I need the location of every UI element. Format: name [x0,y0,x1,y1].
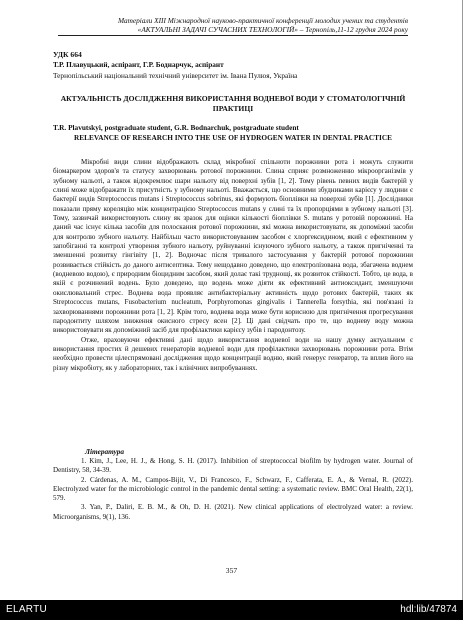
header-line-2: «АКТУАЛЬНІ ЗАДАЧІ СУЧАСНИХ ТЕХНОЛОГІЙ» – Тернопіль,11-12 грудня 2024 року [58,25,408,36]
references-heading: Література [85,447,125,456]
references-list [53,457,413,522]
reference-item: 1. Kim, J., Lee, H. J., & Hong, S. H. (2017). Inhibition of streptococcal biofilm by hydrogen water. Journal of Dentistry, 58, 34-39. [53,457,413,475]
authors-english: T.R. Plavutskyi, postgraduate student, G.R. Bodnarchuk, postgraduate student [53,123,299,132]
repository-label: ELARTU [6,604,48,615]
header-line-1: Матеріали XIII Міжнародної науково-практичної конференції молодих учених та студентів [118,16,408,25]
article-body [53,158,413,373]
page-number: 357 [225,566,238,575]
authors-ukrainian: Т.Р. Плавуцький, аспірант, Г.Р. Боднарчук, аспірант [53,60,224,69]
conference-header [58,16,408,36]
affiliation: Тернопільський національний технічний університет ім. Івана Пулюя, Україна [53,71,298,80]
handle-identifier: hdl:lib/47874 [400,604,457,615]
title-english: RELEVANCE OF RESEARCH INTO THE USE OF HYDROGEN WATER IN DENTAL PRACTICE [74,133,392,142]
title-ukrainian: АКТУАЛЬНІСТЬ ДОСЛІДЖЕННЯ ВИКОРИСТАННЯ ВОДНЕВОЇ ВОДИ У СТОМАТОЛОГІЧНІЙ ПРАКТИЦІ [60,94,406,113]
reference-item: 2. Cárdenas, A. M., Campos-Bijit, V., Di Francesco, F., Schwarz, F., Cafferata, E. A., & Vernal, R. (2022). Electrolyzed water for the microbiologic control in the pandemic dental setting: a systematic review. BMC Oral Health, 22(1), 579. [53,475,413,503]
udk-code: УДК 664 [53,50,82,59]
body-paragraph-2: Отже, враховуючи ефективні дані щодо використання водневої води на нашу думку актуальним є використання простих й дешевих генераторів водневої води для профілактики захворювань порожнини рота. Втім необхідно провести цілеспрямовані дослідження щодо концентрації водню, який генерує генератор, та вплив його на різну мікробіоту, як у лабораторних, так і клінічних випробуваннях. [53,335,413,372]
reference-item: 3. Yan, P., Daliri, E. B. M., & Oh, D. H. (2021). New clinical applications of electrolyzed water: a review. Microorganisms, 9(1), 136. [53,503,413,521]
body-paragraph-1: Мікробні види слини відображають склад мікробної спільноти порожнини рота і можуть служити біомаркером здоров'я та статусу захворювань ротової порожнини. Слина сприяє розмноженню мікроорганізмів у зубному нальоті, а також відокремлює шари нальоту від поверхні зубів [1, 2]. Тому рівень певних видів бактерій у слині може відображати їх присутність у зубному нальоті. Вважається, що основними збудниками карієсу у людини є бактерії видів Streptococcus mutans і Streptococcus sobrinus, які формують біоплівки на поверхні зубів [1]. Дослідники показали пряму кореляцію між концентрацією Streptococcus mutans у слині та їх пропорціями в зубному нальоті [3]. Тому, зазвичай використовують слину як зразок для оцінки кількості біоплівки S. mutans у ротовій порожнині. На даний час існує кілька засобів для полоскання ротової порожнини, які можна використовувати, як допоміжні засоби для контролю зубного нальоту. Найбільш часто використовуваним засобом є хлоргексидином, який є ефективним у запобіганні та контролі утворення зубного нальоту, руйнуванні існуючого зубного нальоту, а також пригніченні та зменшенні розвитку гінгівіту [1, 2]. Водночас після тривалого застосування у бактерій ротової порожнини розвивається стійкість до даного антисептика. Тому нещодавно доведено, що електролізована вода, збагачена воднем (водневою водою), є природним біоцидним засобом, який долає такі труднощі, як розвиток стійкості. Тобто, це вода, в якій є розчинений водень. Було доведено, що водень може діяти як ефективний антиоксидант, зменшуючи окислювальний стрес. Воднева вода проявляє антибактеріальну активність щодо ротових бактерій, таких як Streptococcus mutans, Fusobacterium nucleatum, Porphyromonas gingivalis і Tannerella forsythia, які пов'язані із захворюваннями порожнини рота [1, 2]. Крім того, воднева вода може бути корисною для пригнічення прогресування пародонтиту шляхом зниження окисного стресу ясен [2]. Ці дані свідчать про те, що водневу воду можна використовувати як допоміжний засіб для профілактики карієсу зубів і пародонтозу. [53,158,413,335]
